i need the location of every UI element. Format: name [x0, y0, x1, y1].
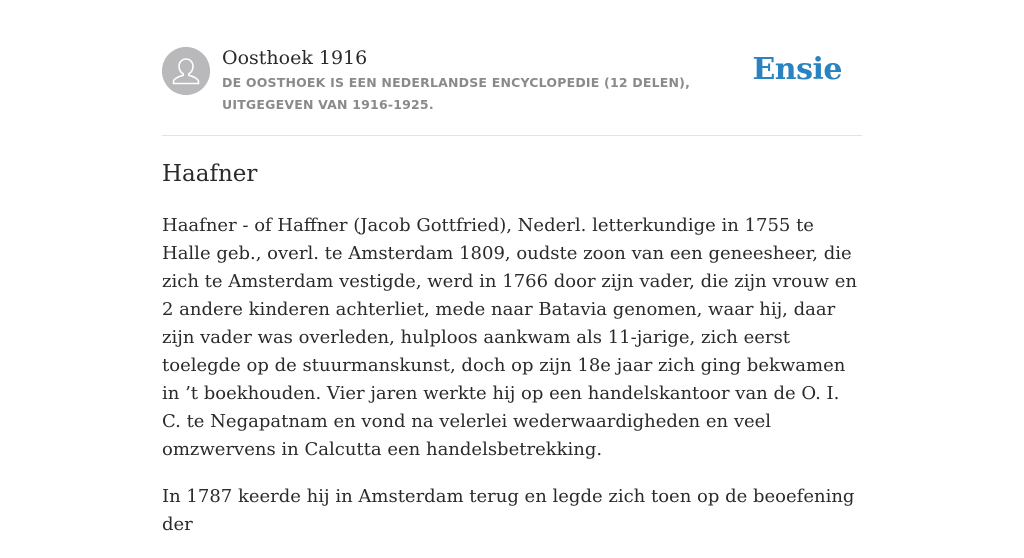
avatar[interactable]	[162, 47, 210, 95]
user-silhouette-icon	[162, 47, 210, 95]
source-header	[162, 46, 862, 136]
article-body	[162, 212, 862, 558]
source-description: DE OOSTHOEK IS EEN NEDERLANDSE ENCYCLOPEDIE (12 DELEN), UITGEGEVEN VAN 1916-1925.	[222, 75, 691, 112]
ensie-logo[interactable]: Ensie	[752, 52, 842, 87]
article-paragraph: In 1787 keerde hij in Amsterdam terug en legde zich toen op de beoefening der	[162, 486, 855, 535]
article-title: Haafner	[162, 161, 258, 187]
article-paragraph: Haafner - of Haffner (Jacob Gottfried), Nederl. letterkundige in 1755 te Halle geb., overl. te Amsterdam 1809, oudste zoon van een geneesheer, die zich te Amsterdam vestigde, werd in 1766 door zijn vader, die zijn vrouw en 2 andere kinderen achterliet, mede naar Batavia genomen, waar hij, daar zijn vader was overleden, hulploos aankwam als 11-jarige, zich eerst toelegde op de stuurmanskunst, doch op zijn 18e jaar zich ging bekwamen in ’t boekhouden. Vier jaren werkte hij op een handelskantoor van de O. I. C. te Negapatnam en vond na velerlei wederwaardigheden en veel omzwervens in Calcutta een handelsbetrekking.	[162, 215, 857, 460]
source-title[interactable]: Oosthoek 1916	[222, 47, 368, 69]
